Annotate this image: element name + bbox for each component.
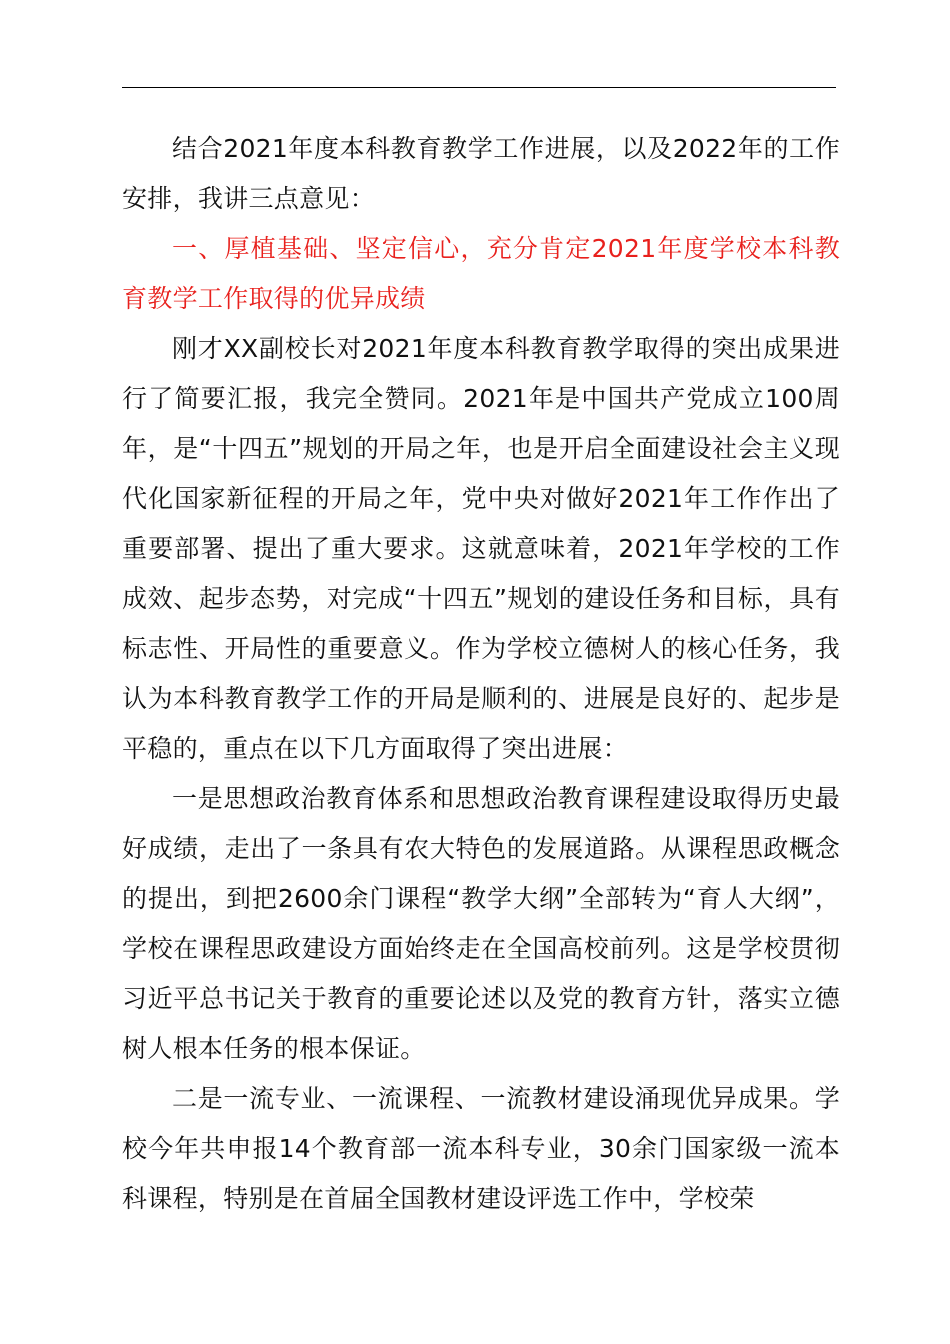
intro-paragraph: 结合2021年度本科教育教学工作进展，以及2022年的工作安排，我讲三点意见： [122,134,840,213]
paragraph-report: 刚才XX副校长对2021年度本科教育教学取得的突出成果进行了简要汇报，我完全赞同。2021年是中国共产党成立100周年，是“十四五”规划的开局之年，也是开启全面建设社会主义现代化国家新征程的开局之年，党中央对做好2021年工作作出了重要部署、提出了重大要求。这就意味着，2021年学校的工作成效、起步态势，对完成“十四五”规划的建设任务和目标，具有标志性、开局性的重要意义。作为学校立德树人的核心任务，我认为本科教育教学工作的开局是顺利的、进展是良好的、起步是平稳的，重点在以下几方面取得了突出进展： [122,334,840,763]
paragraph-point-two: 二是一流专业、一流课程、一流教材建设涌现优异成果。学校今年共申报14个教育部一流本科专业，30余门国家级一流本科课程，特别是在首届全国教材建设评选工作中，学校荣 [122,1084,840,1213]
paragraph-point-one: 一是思想政治教育体系和思想政治教育课程建设取得历史最好成绩，走出了一条具有农大特色的发展道路。从课程思政概念的提出，到把2600余门课程“教学大纲”全部转为“育人大纲”，学校在课程思政建设方面始终走在全国高校前列。这是学校贯彻习近平总书记关于教育的重要论述以及党的教育方针，落实立德树人根本任务的根本保证。 [122,784,840,1063]
document-body [122,124,840,1224]
section-heading-1: 一、厚植基础、坚定信心，充分肯定2021年度学校本科教育教学工作取得的优异成绩 [122,234,840,313]
header-rule [122,87,836,88]
